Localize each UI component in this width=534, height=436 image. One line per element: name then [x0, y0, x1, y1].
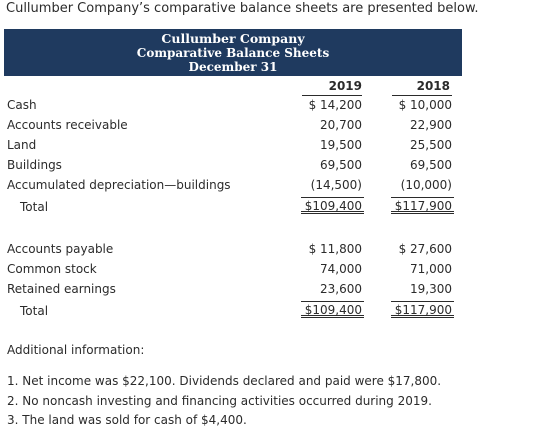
assets-total-2019: $109,400: [304, 199, 362, 213]
accumulated-depreciation-2019: (14,500): [310, 178, 362, 192]
row-label-common-stock: Common stock: [7, 262, 97, 276]
retained-earnings-2018: 19,300: [410, 282, 452, 296]
statement-header: [4, 29, 462, 76]
cash-2018: $ 10,000: [398, 98, 452, 112]
row-label-accounts-receivable: Accounts receivable: [7, 118, 128, 132]
column-underline-2018: [392, 95, 452, 96]
liabilities-total-2019: $109,400: [304, 303, 362, 317]
accounts-receivable-2019: 20,700: [320, 118, 362, 132]
cash-2019: $ 14,200: [308, 98, 362, 112]
row-label-accumulated-depreciation: Accumulated depreciation—buildings: [7, 178, 231, 192]
land-2018: 25,500: [410, 138, 452, 152]
company-name: Cullumber Company: [161, 31, 305, 46]
note-item: 2. No noncash investing and financing activities occurred during 2019.: [7, 394, 432, 408]
buildings-2019: 69,500: [320, 158, 362, 172]
accumulated-depreciation-2018: (10,000): [400, 178, 452, 192]
row-label-accounts-payable: Accounts payable: [7, 242, 114, 256]
accounts-payable-2018: $ 27,600: [398, 242, 452, 256]
row-label-land: Land: [7, 138, 37, 152]
column-underline-2019: [302, 95, 362, 96]
assets-total-2018: $117,900: [394, 199, 452, 213]
retained-earnings-2019: 23,600: [320, 282, 362, 296]
note-item: 1. Net income was $22,100. Dividends declared and paid were $17,800.: [7, 374, 442, 388]
statement-date: December 31: [188, 60, 278, 74]
row-label-cash: Cash: [7, 98, 37, 112]
buildings-2018: 69,500: [410, 158, 452, 172]
land-2019: 19,500: [320, 138, 362, 152]
row-label-retained-earnings: Retained earnings: [7, 282, 116, 296]
intro-text: Cullumber Company’s comparative balance sheets are presented below.: [6, 1, 479, 16]
assets-total-label: Total: [20, 200, 49, 214]
common-stock-2018: 71,000: [410, 262, 452, 276]
column-header-2019: 2019: [328, 79, 362, 93]
liabilities-total-label: Total: [20, 304, 49, 318]
column-header-2018: 2018: [416, 79, 450, 93]
additional-info-heading: Additional information:: [7, 343, 145, 357]
row-label-buildings: Buildings: [7, 158, 62, 172]
common-stock-2019: 74,000: [320, 262, 362, 276]
liabilities-total-2018: $117,900: [394, 303, 452, 317]
statement-title: Comparative Balance Sheets: [136, 46, 330, 60]
note-item: 3. The land was sold for cash of $4,400.: [7, 413, 247, 427]
accounts-receivable-2018: 22,900: [410, 118, 452, 132]
accounts-payable-2019: $ 11,800: [308, 242, 362, 256]
